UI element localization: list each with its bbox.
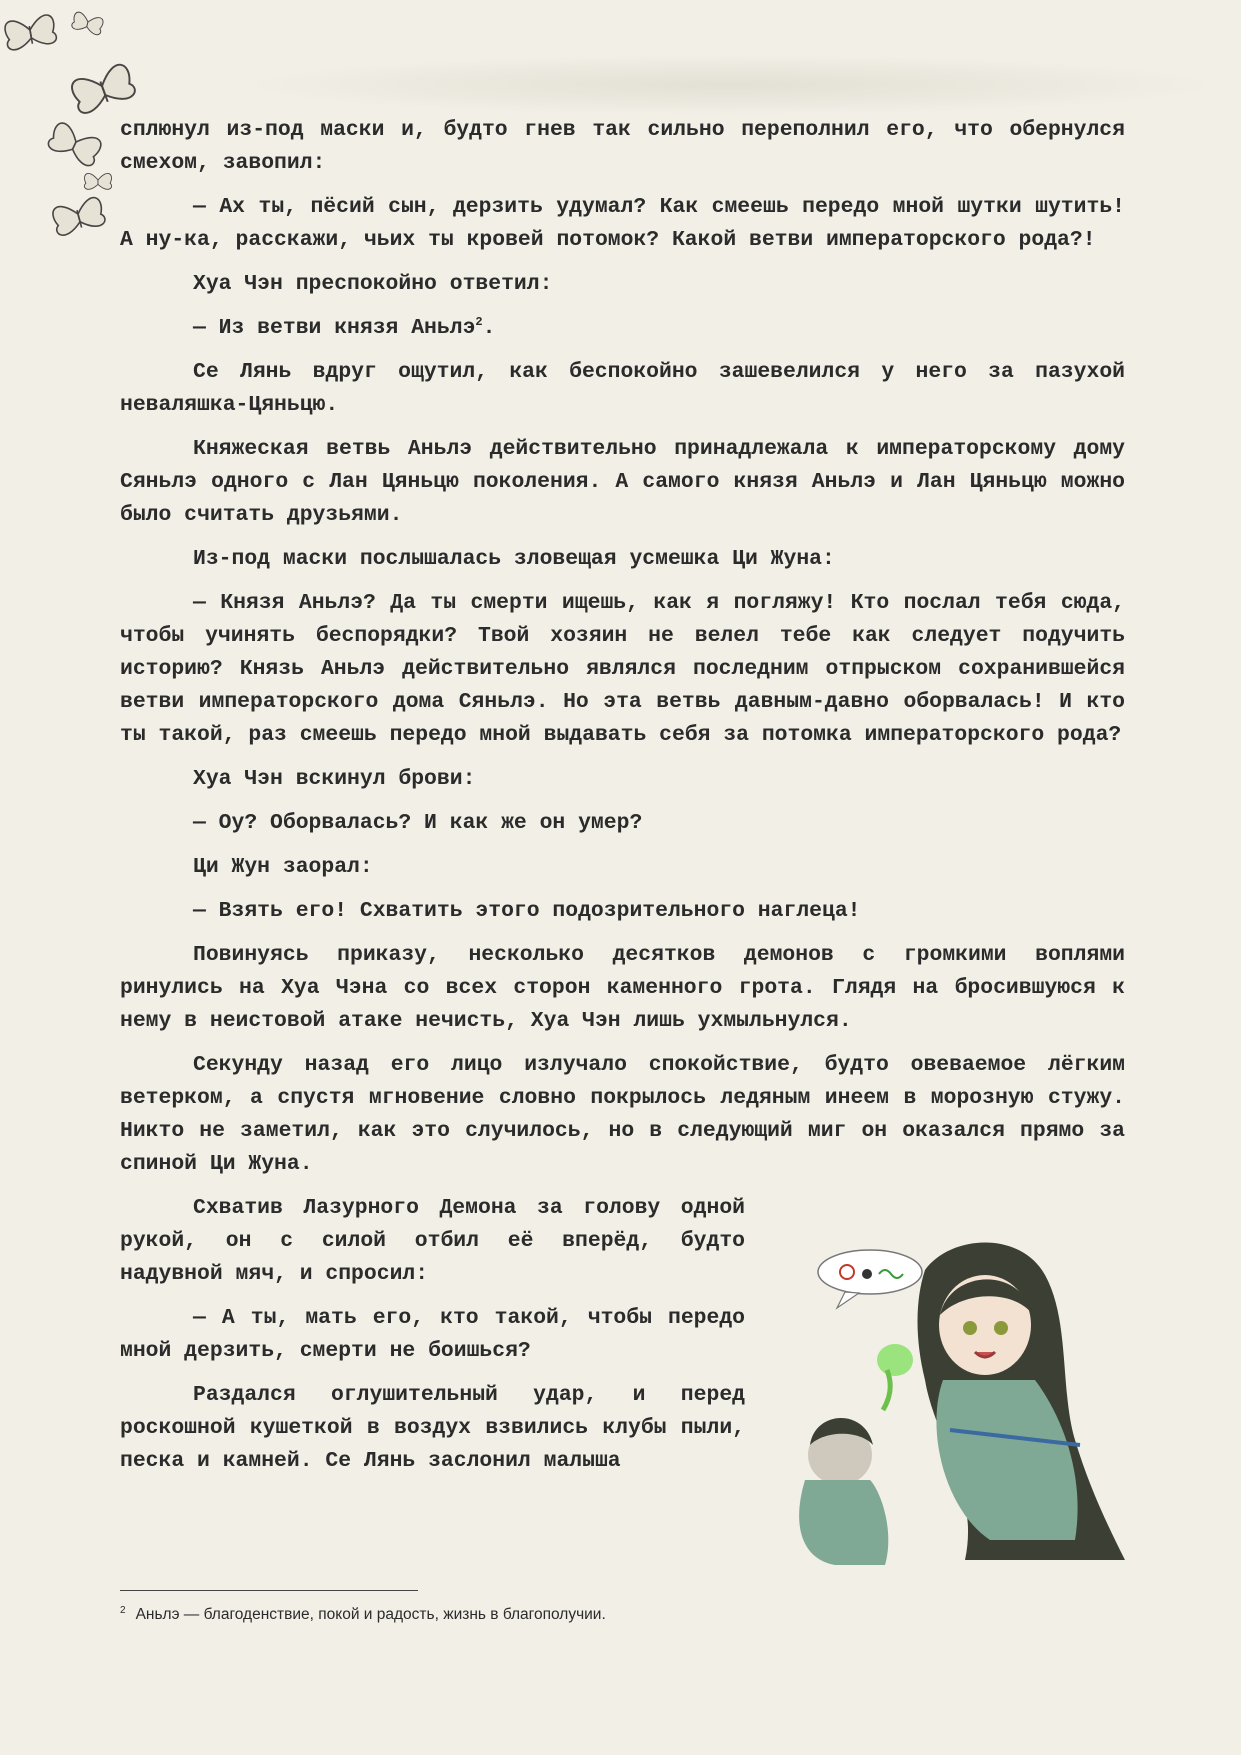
paragraph: — Оу? Оборвалась? И как же он умер?: [193, 811, 643, 835]
paragraph: — А ты, мать его, кто такой, чтобы передо мной дерзить, смерти не боишься?: [120, 1306, 745, 1363]
paragraph-with-footnote: [120, 312, 1125, 345]
paragraph: — Князя Аньлэ? Да ты смерти ищешь, как я погляжу! Кто послал тебя сюда, чтобы учинять беспорядки? Твой хозяин не велел тебе как следует подучить историю? Князь Аньлэ действительно являлся последним отпрыском сохранившейся ветви императорского дома Сяньлэ. Но эта ветвь давным-давно оборвалась! И кто ты такой, раз смеешь передо мной выдавать себя за потомка императорского рода?: [120, 591, 1125, 747]
paragraph-text: — Из ветви князя Аньлэ: [193, 316, 476, 340]
paragraph: Княжеская ветвь Аньлэ действительно принадлежала к императорскому дому Сяньлэ одного с Лан Цяньцю поколения. А самого князя Аньлэ и Лан Цяньцю можно было считать друзьями.: [120, 437, 1125, 527]
butterfly-icon: [4, 14, 58, 51]
paragraph: Секунду назад его лицо излучало спокойствие, будто овеваемое лёгким ветерком, а спустя мгновение словно покрылось ледяным инеем в морозную стужу. Никто не заметил, как это случилось, но в следующий миг он оказался прямо за спиной Ци Жуна.: [120, 1053, 1125, 1176]
butterfly-icon: [71, 11, 104, 35]
paragraph: Хуа Чэн вскинул брови:: [193, 767, 476, 791]
paragraph: — Взять его! Схватить этого подозрительного наглеца!: [193, 899, 861, 923]
paragraph: сплюнул из-под маски и, будто гнев так сильно переполнил его, что обернулся смехом, завопил:: [120, 118, 1125, 175]
paragraph: Се Лянь вдруг ощутил, как беспокойно зашевелился у него за пазухой неваляшка-Цяньцю.: [120, 360, 1125, 417]
paragraph: Повинуясь приказу, несколько десятков демонов с громкими воплями ринулись на Хуа Чэна со всех сторон каменного грота. Глядя на бросившуюся к нему в неистовой атаке нечисть, Хуа Чэн лишь ухмыльнулся.: [120, 943, 1125, 1033]
footnote-number: 2: [120, 1604, 126, 1616]
paragraph: Схватив Лазурного Демона за голову одной рукой, он с силой отбил её вперёд, будто надувной мяч, и спросил:: [120, 1196, 745, 1286]
paper-stain: [240, 55, 1220, 115]
butterfly-icon: [84, 173, 111, 189]
paragraph: — Ах ты, пёсий сын, дерзить удумал? Как смеешь передо мной шутки шутить! А ну-ка, расскажи, чьих ты кровей потомок? Какой ветви императорского рода?!: [120, 195, 1125, 252]
paragraph-tail: .: [482, 316, 496, 340]
butterfly-icon: [46, 121, 103, 168]
butterfly-icon: [51, 196, 106, 237]
paragraph: Из-под маски послышалась зловещая усмешка Ци Жуна:: [193, 547, 835, 571]
paragraph: Раздался оглушительный удар, и перед роскошной кушеткой в воздух взвились клубы пыли, песка и камней. Се Лянь заслонил малыша: [120, 1383, 745, 1473]
footnote: [120, 1606, 1020, 1624]
paragraph: Хуа Чэн преспокойно ответил:: [193, 272, 553, 296]
butterfly-icon: [69, 62, 137, 115]
footnote-text: Аньлэ — благоденствие, покой и радость, жизнь в благополучии.: [135, 1606, 606, 1623]
footnote-reference[interactable]: 2: [475, 314, 483, 329]
footnote-separator: [120, 1590, 418, 1591]
paragraph: Ци Жун заорал:: [193, 855, 373, 879]
chibi-illustration: [775, 1230, 1145, 1570]
